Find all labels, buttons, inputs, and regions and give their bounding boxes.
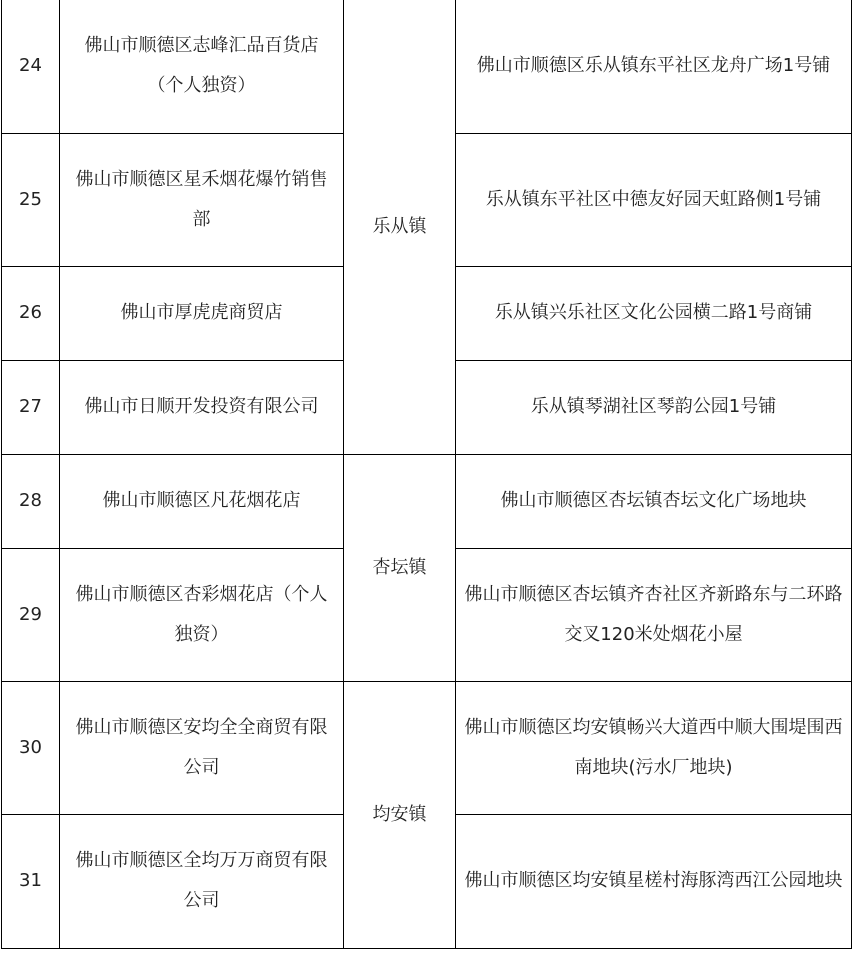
store-name: 佛山市顺德区志峰汇品百货店（个人独资）: [60, 0, 344, 133]
store-address: 佛山市顺德区均安镇星槎村海豚湾西江公园地块: [456, 814, 852, 948]
store-name: 佛山市顺德区星禾烟花爆竹销售部: [60, 133, 344, 266]
row-number: 28: [2, 454, 60, 548]
row-number: 31: [2, 814, 60, 948]
town-cell: 均安镇: [344, 681, 456, 948]
store-address: 乐从镇琴湖社区琴韵公园1号铺: [456, 360, 852, 454]
store-address: 佛山市顺德区杏坛镇齐杏社区齐新路东与二环路交叉120米处烟花小屋: [456, 548, 852, 681]
row-number: 25: [2, 133, 60, 266]
store-address: 乐从镇东平社区中德友好园天虹路侧1号铺: [456, 133, 852, 266]
store-name: 佛山市顺德区杏彩烟花店（个人独资）: [60, 548, 344, 681]
store-table: [1, 0, 852, 949]
row-number: 26: [2, 266, 60, 360]
store-name: 佛山市顺德区安均全全商贸有限公司: [60, 681, 344, 814]
row-number: 24: [2, 0, 60, 133]
town-cell: 杏坛镇: [344, 454, 456, 681]
table-row: [2, 454, 852, 548]
town-cell: 乐从镇: [344, 0, 456, 454]
store-address: 佛山市顺德区均安镇畅兴大道西中顺大围堤围西南地块(污水厂地块): [456, 681, 852, 814]
table-row: [2, 0, 852, 133]
store-name: 佛山市厚虎虎商贸店: [60, 266, 344, 360]
table-row: [2, 681, 852, 814]
store-address: 佛山市顺德区乐从镇东平社区龙舟广场1号铺: [456, 0, 852, 133]
store-address: 乐从镇兴乐社区文化公园横二路1号商铺: [456, 266, 852, 360]
store-name: 佛山市顺德区凡花烟花店: [60, 454, 344, 548]
store-address: 佛山市顺德区杏坛镇杏坛文化广场地块: [456, 454, 852, 548]
store-name: 佛山市日顺开发投资有限公司: [60, 360, 344, 454]
row-number: 30: [2, 681, 60, 814]
row-number: 27: [2, 360, 60, 454]
row-number: 29: [2, 548, 60, 681]
store-name: 佛山市顺德区全均万万商贸有限公司: [60, 814, 344, 948]
